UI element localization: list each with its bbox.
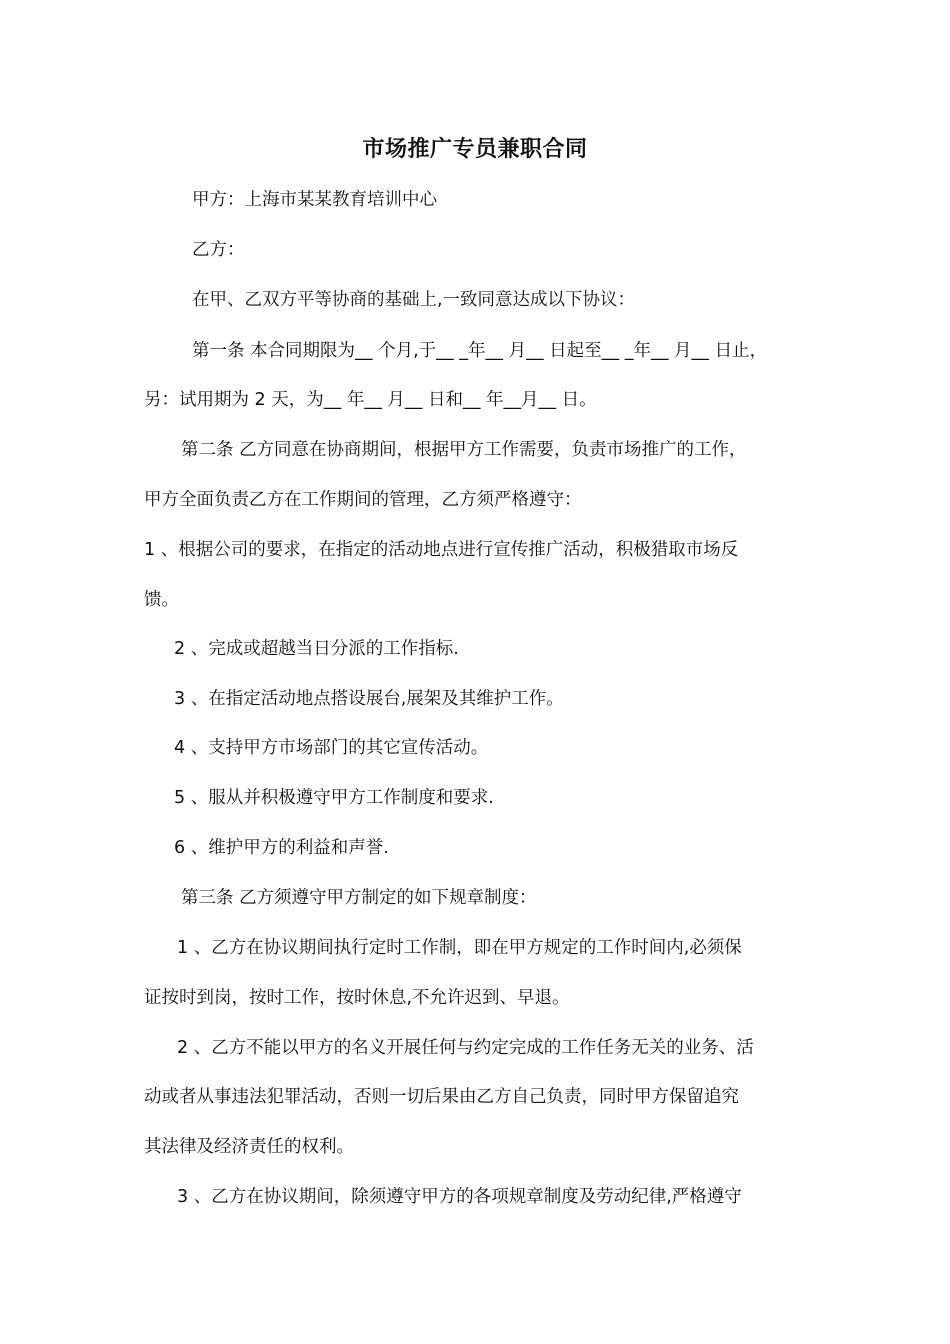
article-2-item-4: 4 、支持甲方市场部门的其它宣传活动。 (174, 738, 489, 758)
party-a-line: 甲方：上海市某某教育培训中心 (192, 190, 437, 210)
article-3-item-2-line-1: 2 、乙方不能以甲方的名义开展任何与约定完成的工作任务无关的业务、活 (177, 1038, 754, 1058)
party-b-line: 乙方： (192, 240, 245, 260)
article-1-line-1: 第一条 本合同期限为__ 个月,于__ _年__ 月__ 日起至__ _年__ 月__ 日止， (192, 341, 768, 361)
article-3-item-3-line-1: 3 、乙方在协议期间，除须遵守甲方的各项规章制度及劳动纪律,严格遵守 (177, 1187, 742, 1207)
article-2-line-2: 甲方全面负责乙方在工作期间的管理，乙方须严格遵守： (144, 490, 582, 510)
contract-title: 市场推广专员兼职合同 (362, 137, 588, 162)
article-1-line-2: 另：试用期为 2 天，为__ 年__ 月__ 日和__ 年__月__ 日。 (144, 390, 597, 410)
article-2-item-3: 3 、在指定活动地点搭设展台,展架及其维护工作。 (174, 689, 564, 709)
article-3-item-1-line-1: 1 、乙方在协议期间执行定时工作制，即在甲方规定的工作时间内,必须保 (177, 938, 742, 958)
article-3-heading: 第三条 乙方须遵守甲方制定的如下规章制度： (181, 888, 537, 908)
article-2-item-6: 6 、维护甲方的利益和声誉. (174, 838, 389, 858)
article-2-line-1: 第二条 乙方同意在协商期间，根据甲方工作需要，负责市场推广的工作， (181, 440, 747, 460)
article-2-item-5: 5 、服从并积极遵守甲方工作制度和要求. (174, 788, 494, 808)
article-3-item-1-line-2: 证按时到岗，按时工作，按时休息,不允许迟到、早退。 (144, 988, 570, 1008)
article-3-item-2-line-3: 其法律及经济责任的权利。 (144, 1137, 354, 1157)
article-3-item-2-line-2: 动或者从事违法犯罪活动，否则一切后果由乙方自己负责，同时甲方保留追究 (144, 1087, 739, 1107)
article-2-item-1-line-1: 1 、根据公司的要求，在指定的活动地点进行宣传推广活动，积极猎取市场反 (144, 540, 739, 560)
preamble-line: 在甲、乙双方平等协商的基础上,一致同意达成以下协议： (192, 290, 636, 310)
article-2-item-2: 2 、完成或超越当日分派的工作指标. (174, 639, 459, 659)
article-2-item-1-line-2: 馈。 (144, 590, 179, 610)
